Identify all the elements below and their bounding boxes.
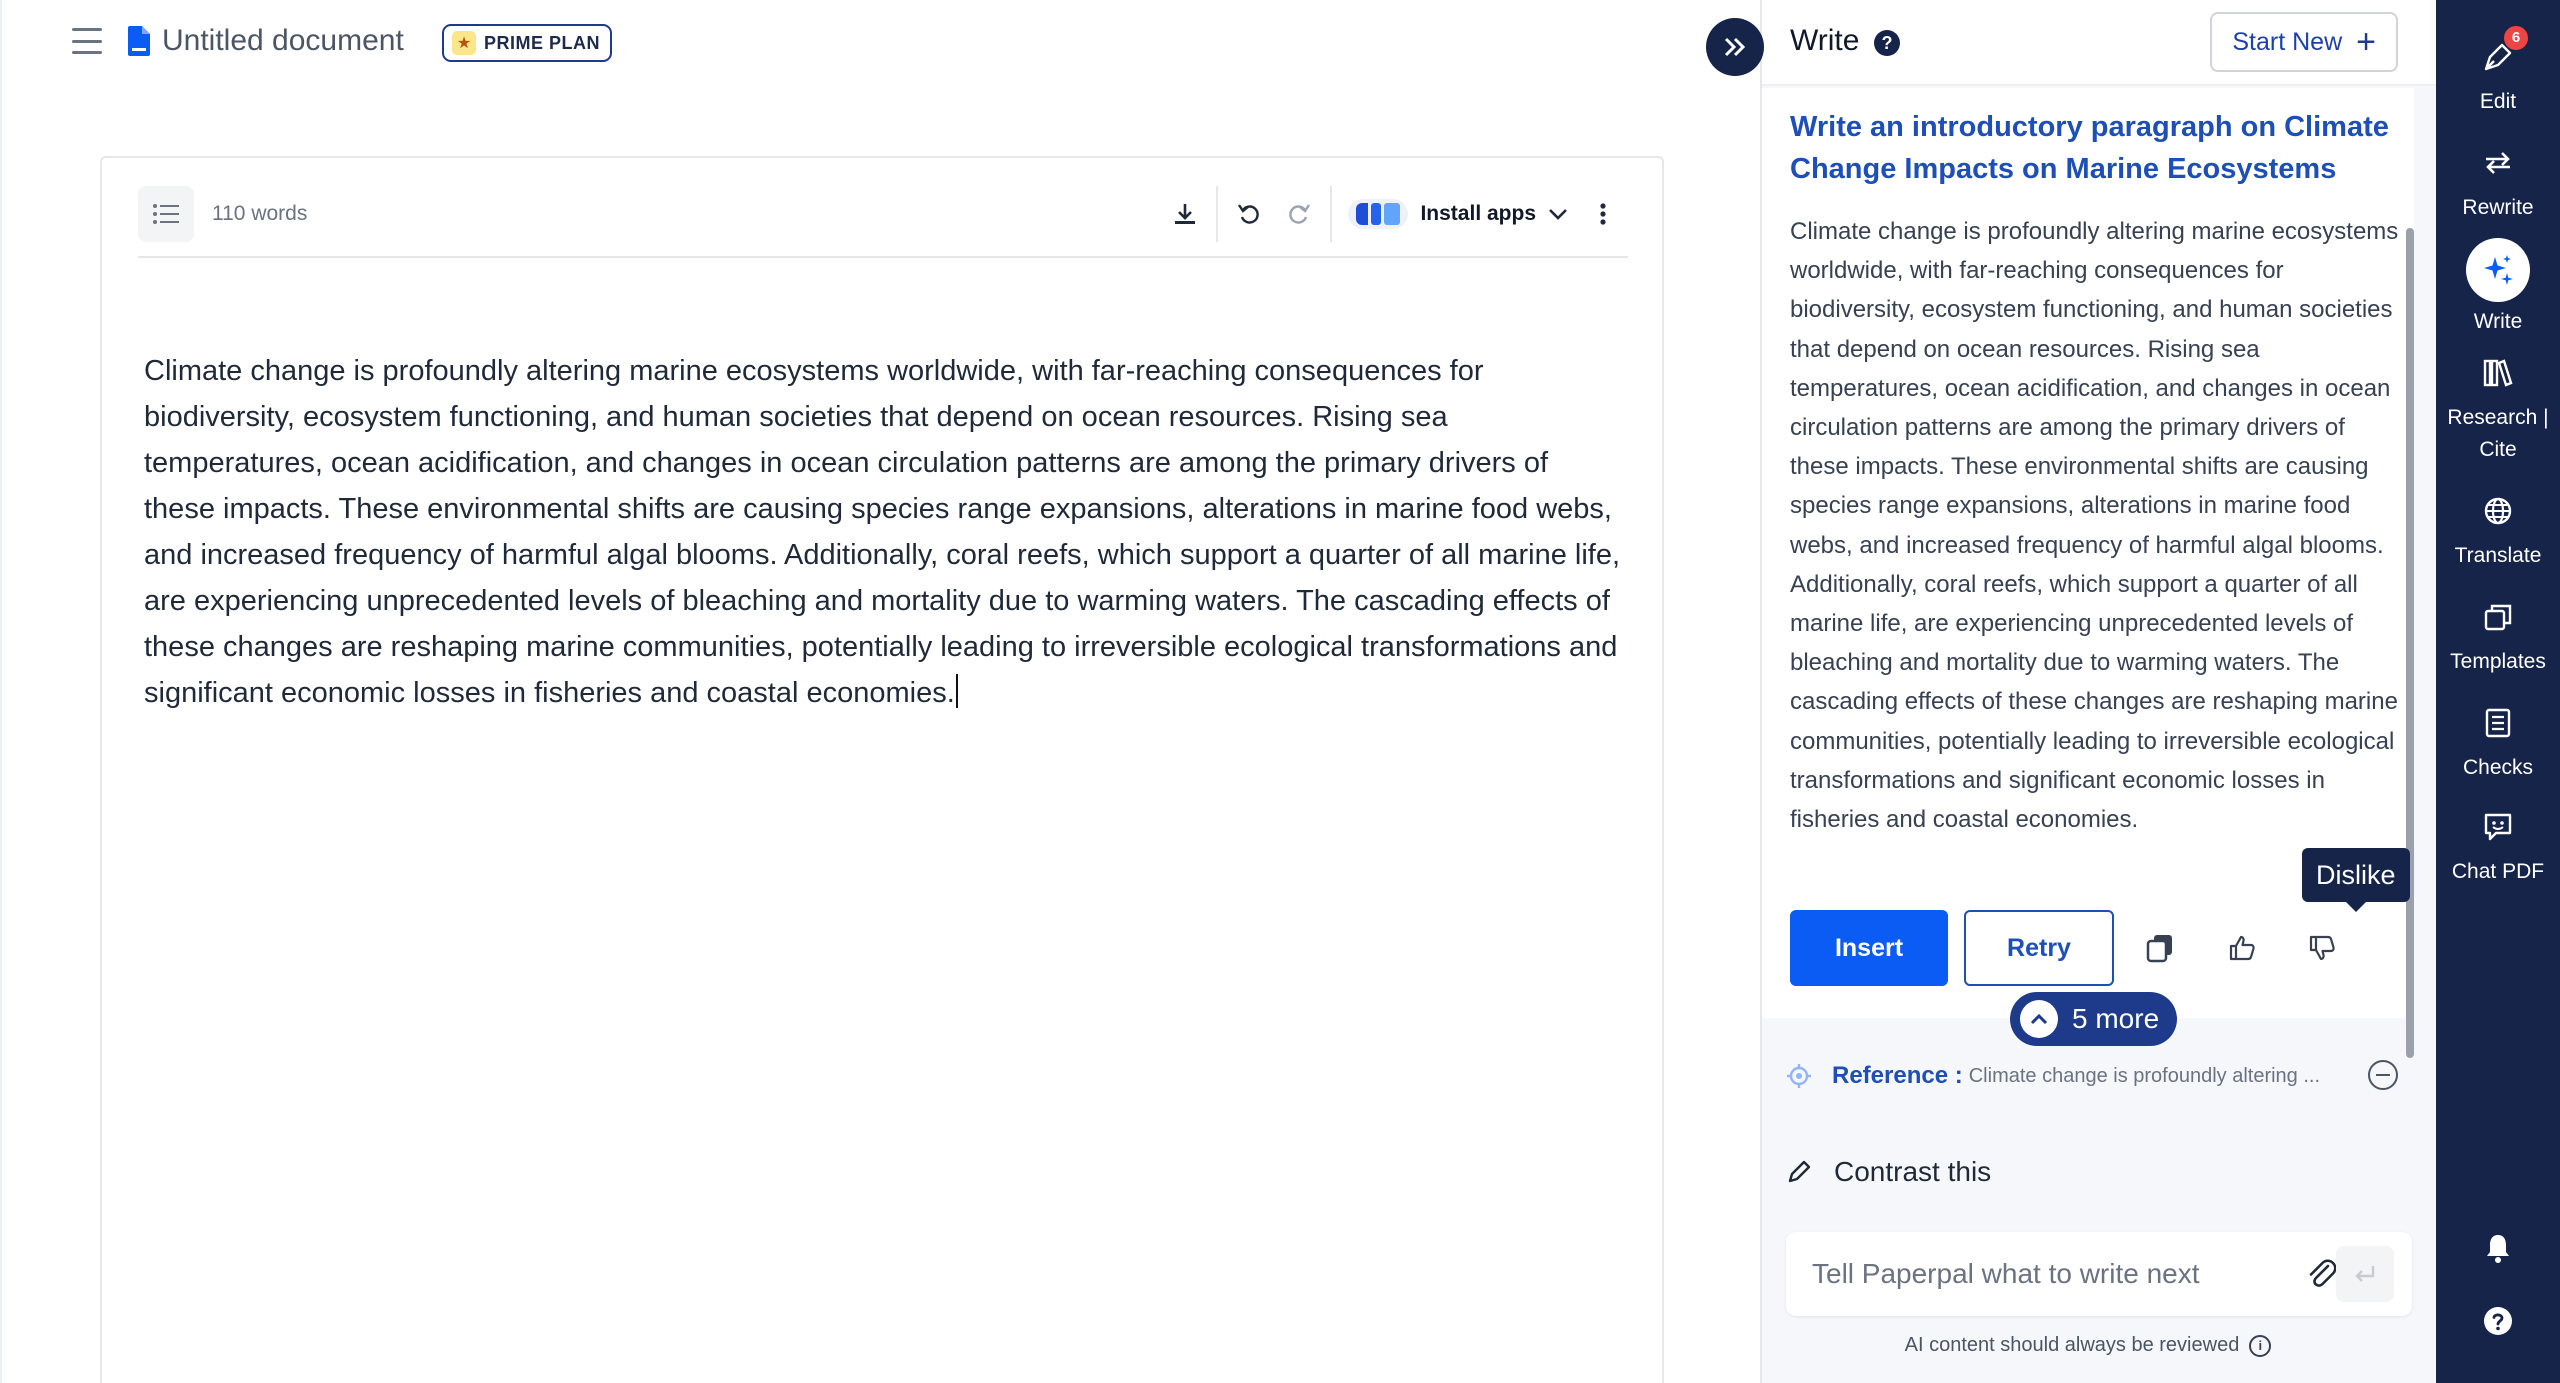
dislike-tooltip: Dislike (2302, 848, 2410, 902)
text-caret (956, 674, 958, 708)
document-title[interactable]: Untitled document (162, 24, 404, 57)
notifications-button[interactable] (2436, 1232, 2560, 1264)
reference-label: Reference : (1832, 1062, 1963, 1089)
edit-count-badge: 6 (2504, 26, 2528, 50)
disclaimer-text: AI content should always be reviewed (1904, 1334, 2240, 1356)
question-circle-icon (2483, 1306, 2513, 1336)
contrast-suggestion[interactable] (1786, 1156, 1991, 1188)
prompt-input-box (1786, 1232, 2412, 1316)
rail-item-label: Templates (2450, 650, 2546, 673)
outline-list-button[interactable] (138, 186, 194, 242)
help-icon[interactable]: ? (1874, 30, 1900, 56)
prompt-title: Write an introductory paragraph on Climate Change Impacts on Marine Ecosystems (1790, 111, 2389, 185)
redo-icon (1287, 202, 1311, 226)
editor-toolbar (138, 174, 1628, 258)
ai-disclaimer (1762, 1334, 2414, 1357)
rail-item-label: Translate (2454, 544, 2542, 567)
insert-button[interactable]: Insert (1790, 910, 1948, 986)
rail-item-label: Write (2473, 310, 2523, 333)
checklist-icon (2482, 700, 2514, 746)
start-new-button[interactable] (2210, 12, 2398, 72)
thumbs-down-icon (2308, 934, 2336, 962)
bell-icon (2483, 1232, 2513, 1264)
dislike-button[interactable] (2302, 928, 2342, 968)
help-button[interactable] (2436, 1306, 2560, 1336)
rail-item-label: Research | Cite (2447, 406, 2549, 461)
rail-item-edit[interactable] (2436, 29, 2560, 118)
document-icon (128, 26, 150, 56)
chevron-down-icon (1548, 207, 1568, 221)
toolbar-divider (1330, 186, 1332, 242)
undo-button[interactable] (1224, 189, 1274, 239)
rail-item-translate[interactable] (2436, 488, 2560, 572)
editor-card (100, 156, 1664, 1383)
enter-icon (2353, 1264, 2377, 1284)
write-panel (1760, 0, 2436, 1383)
undo-icon (1237, 202, 1261, 226)
install-apps-dropdown[interactable] (1338, 189, 1578, 239)
download-icon (1173, 202, 1197, 226)
thumbs-up-icon (2228, 934, 2256, 962)
prompt-input[interactable] (1812, 1250, 2252, 1298)
prime-plan-badge[interactable] (442, 24, 612, 62)
templates-icon (2482, 594, 2514, 640)
reference-row (1786, 1056, 2410, 1096)
rail-item-research-cite[interactable] (2436, 350, 2560, 466)
double-chevron-right-icon (1722, 36, 1748, 58)
send-button[interactable] (2336, 1246, 2394, 1302)
rail-item-templates[interactable] (2436, 594, 2560, 678)
panel-header (1762, 0, 2438, 86)
minus-icon (2376, 1074, 2390, 1077)
more-results-label: 5 more (2072, 1003, 2160, 1034)
retry-button[interactable]: Retry (1964, 910, 2114, 986)
books-icon (2482, 350, 2514, 396)
generated-text: Climate change is profoundly altering marine ecosystems worldwide, with far-reaching consequences for biodiversity, ecosystem functioning, and human societies that depend on ocean resources. Rising sea temperatures, ocean acidification, and changes in ocean circulation patterns are among the primary drivers of these impacts. These environmental shifts are causing species range expansions, alterations in marine food webs, and increased frequency of harmful algal blooms. Additionally, coral reefs, which support a quarter of all marine life, are experiencing unprecedented levels of bleaching and mortality due to warming waters. The cascading effects of these changes are reshaping marine communities, potentially leading to irreversible ecological transformations and significant economic losses in fisheries and coastal economies. (1790, 218, 2399, 834)
download-button[interactable] (1160, 189, 1210, 239)
app-icons (1348, 199, 1408, 229)
rail-item-rewrite[interactable] (2436, 140, 2560, 224)
editor-content[interactable] (144, 348, 1624, 716)
contrast-label: Contrast this (1834, 1156, 1992, 1187)
paperclip-icon[interactable] (2304, 1256, 2340, 1292)
like-button[interactable] (2222, 928, 2262, 968)
rail-item-chat-pdf[interactable] (2436, 804, 2560, 888)
list-icon (153, 203, 179, 225)
info-icon[interactable]: i (2249, 1335, 2271, 1357)
pen-nib-icon (2482, 29, 2521, 80)
toolbar-actions (1160, 186, 1628, 242)
copy-icon (2145, 933, 2175, 963)
kebab-icon (1599, 202, 1607, 226)
redo-button[interactable] (1274, 189, 1324, 239)
reference-text: Climate change is profoundly altering ... (1968, 1064, 2321, 1087)
sparkle-icon (2466, 238, 2530, 302)
top-bar (2, 0, 1702, 86)
panel-scrollbar[interactable] (2406, 228, 2414, 1058)
more-options-button[interactable] (1578, 189, 1628, 239)
rail-item-write[interactable] (2436, 238, 2560, 338)
collapse-panel-button[interactable] (1706, 18, 1764, 76)
install-apps-label: Install apps (1420, 202, 1536, 225)
rail-item-label: Checks (2462, 756, 2534, 779)
star-icon: ★ (452, 31, 476, 55)
panel-title: Write (1790, 24, 1860, 57)
rail-item-label: Chat PDF (2451, 860, 2545, 883)
word-count: 110 words (212, 202, 308, 225)
start-new-label: Start New (2232, 27, 2343, 56)
rewrite-arrows-icon (2482, 140, 2514, 186)
plus-icon: + (2356, 23, 2376, 61)
nav-rail (2436, 0, 2560, 1383)
chat-pdf-icon (2482, 804, 2514, 850)
toolbar-divider (1216, 186, 1218, 242)
rail-item-label: Rewrite (2462, 196, 2534, 219)
menu-icon[interactable] (72, 28, 102, 54)
rail-item-checks[interactable] (2436, 700, 2560, 784)
result-actions (1790, 910, 2400, 986)
copy-button[interactable] (2140, 928, 2180, 968)
chevron-up-icon (2020, 1000, 2058, 1038)
rail-item-label: Edit (2479, 90, 2517, 113)
globe-icon (2482, 488, 2514, 534)
pencil-icon (1786, 1159, 1812, 1185)
prime-plan-label: PRIME PLAN (484, 32, 601, 53)
target-icon (1786, 1063, 1812, 1089)
more-results-button[interactable] (2010, 992, 2177, 1046)
editor-paragraph: Climate change is profoundly altering marine ecosystems worldwide, with far-reaching consequences for biodiversity, ecosystem functioning, and human societies that depend on ocean resources. Rising sea temperatures, ocean acidification, and changes in ocean circulation patterns are among the primary drivers of these impacts. These environmental shifts are causing species range expansions, alterations in marine food webs, and increased frequency of harmful algal blooms. Additionally, coral reefs, which support a quarter of all marine life, are experiencing unprecedented levels of bleaching and mortality due to warming waters. The cascading effects of these changes are reshaping marine communities, potentially leading to irreversible ecological transformations and significant economic losses in fisheries and coastal economies. (144, 355, 1621, 709)
remove-reference-button[interactable] (2368, 1060, 2398, 1090)
